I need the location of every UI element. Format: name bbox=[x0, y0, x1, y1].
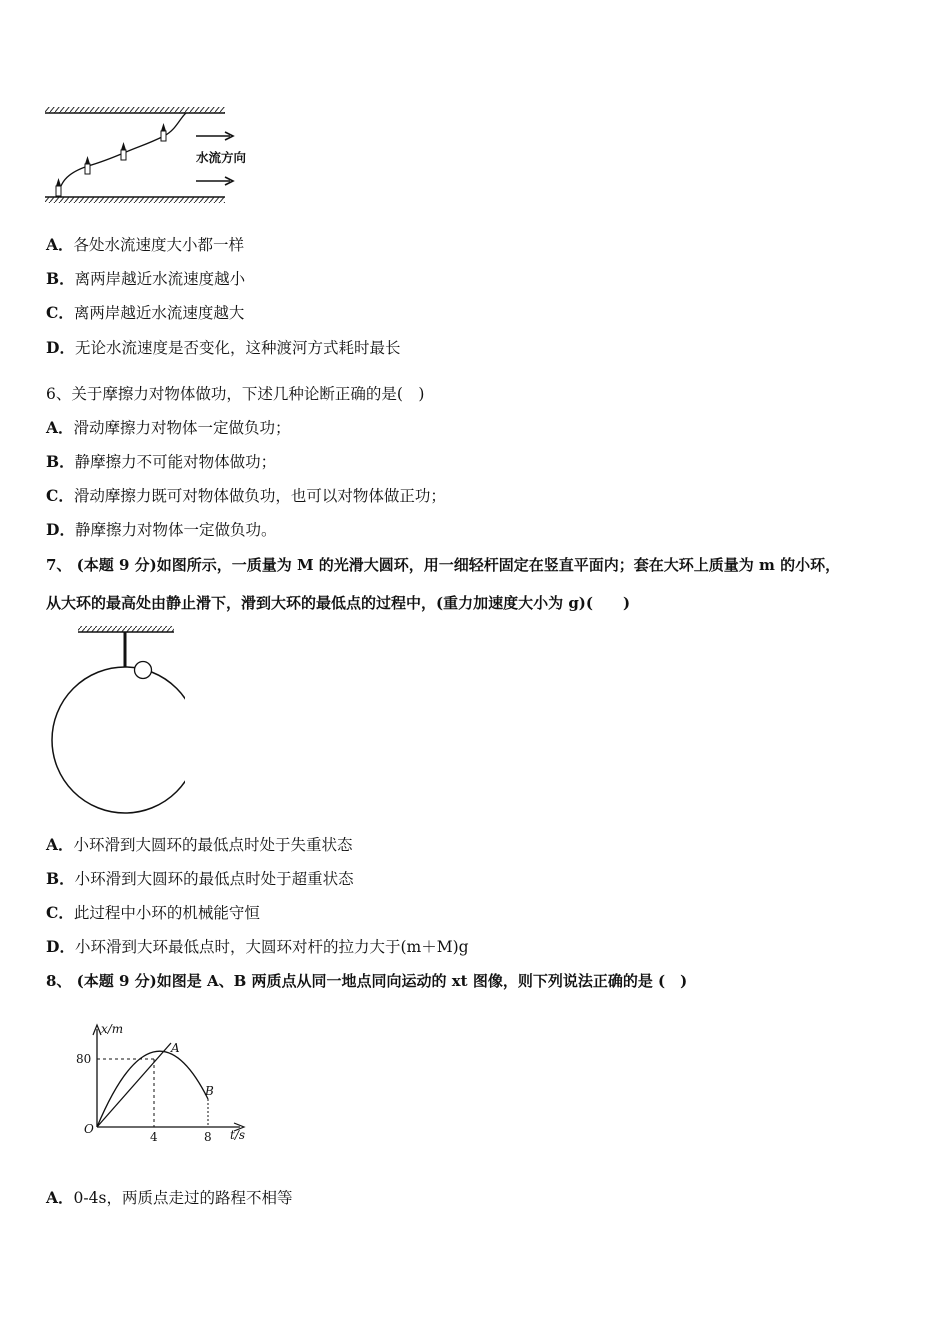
q7-stem-line-1: 7、 (本题 9 分)如图所示，一质量为 M 的光滑大圆环，用一细轻杆固定在竖直平面内；套在大环上质量为 m 的小环， bbox=[46, 556, 841, 574]
boat-icon bbox=[121, 142, 126, 160]
flow-arrow-icon bbox=[196, 132, 233, 140]
x-tick-4: 4 bbox=[150, 1130, 158, 1144]
boat-icon bbox=[56, 178, 61, 196]
q6-option-a: A．滑动摩擦力对物体一定做负功； bbox=[46, 418, 291, 437]
ceiling bbox=[78, 626, 174, 632]
q5-option-d: D．无论水流速度是否变化，这种渡河方式耗时最长 bbox=[46, 338, 401, 357]
x-tick-8: 8 bbox=[204, 1130, 212, 1144]
q5-option-c: C．离两岸越近水流速度越大 bbox=[46, 303, 245, 322]
q6-option-b: B．静摩擦力不可能对物体做功； bbox=[46, 452, 277, 471]
ring-figure bbox=[45, 622, 185, 822]
boat-icon bbox=[85, 156, 90, 174]
q6-stem: 6、关于摩擦力对物体做功，下述几种论断正确的是( ) bbox=[46, 385, 425, 403]
curve-a-line bbox=[97, 1043, 171, 1127]
q8-stem: 8、 (本题 9 分)如图是 A、B 两质点从同一地点同向运动的 xt 图像，则下列说法正确的是 ( ) bbox=[46, 972, 688, 990]
curve-b-parabola bbox=[97, 1051, 208, 1127]
q7-stem-line-2: 从大环的最高处由静止滑下，滑到大环的最低点的过程中，(重力加速度大小为 g)( ) bbox=[46, 594, 631, 612]
q5-option-a: A．各处水流速度大小都一样 bbox=[46, 235, 245, 254]
xt-graph bbox=[70, 1015, 270, 1150]
y-axis-label: x/m bbox=[101, 1022, 124, 1036]
q7-option-c: C．此过程中小环的机械能守恒 bbox=[46, 903, 260, 922]
small-ring bbox=[135, 662, 152, 679]
boat-icon bbox=[161, 123, 166, 141]
top-bank bbox=[45, 107, 225, 113]
curve-b-label: B bbox=[205, 1084, 214, 1098]
large-ring bbox=[52, 667, 185, 813]
q7-option-d: D．小环滑到大环最低点时，大圆环对杆的拉力大于(m＋M)g bbox=[46, 937, 469, 956]
q6-option-d: D．静摩擦力对物体一定做负功。 bbox=[46, 520, 277, 539]
y-tick-80: 80 bbox=[76, 1052, 92, 1066]
bottom-bank bbox=[45, 197, 225, 203]
river-crossing-figure bbox=[40, 100, 270, 210]
flow-arrow-icon bbox=[196, 177, 233, 185]
x-axis-label: t/s bbox=[230, 1128, 246, 1142]
curve-a-label: A bbox=[171, 1041, 180, 1055]
q6-option-c: C．滑动摩擦力既可对物体做负功，也可以对物体做正功； bbox=[46, 486, 446, 505]
flow-direction-label: 水流方向 bbox=[196, 150, 247, 165]
q5-option-b: B．离两岸越近水流速度越小 bbox=[46, 269, 246, 288]
q8-option-a: A．0-4s，两质点走过的路程不相等 bbox=[46, 1188, 293, 1207]
q7-option-a: A．小环滑到大圆环的最低点时处于失重状态 bbox=[46, 835, 353, 854]
origin-label: O bbox=[84, 1122, 94, 1136]
q7-option-b: B．小环滑到大圆环的最低点时处于超重状态 bbox=[46, 869, 354, 888]
